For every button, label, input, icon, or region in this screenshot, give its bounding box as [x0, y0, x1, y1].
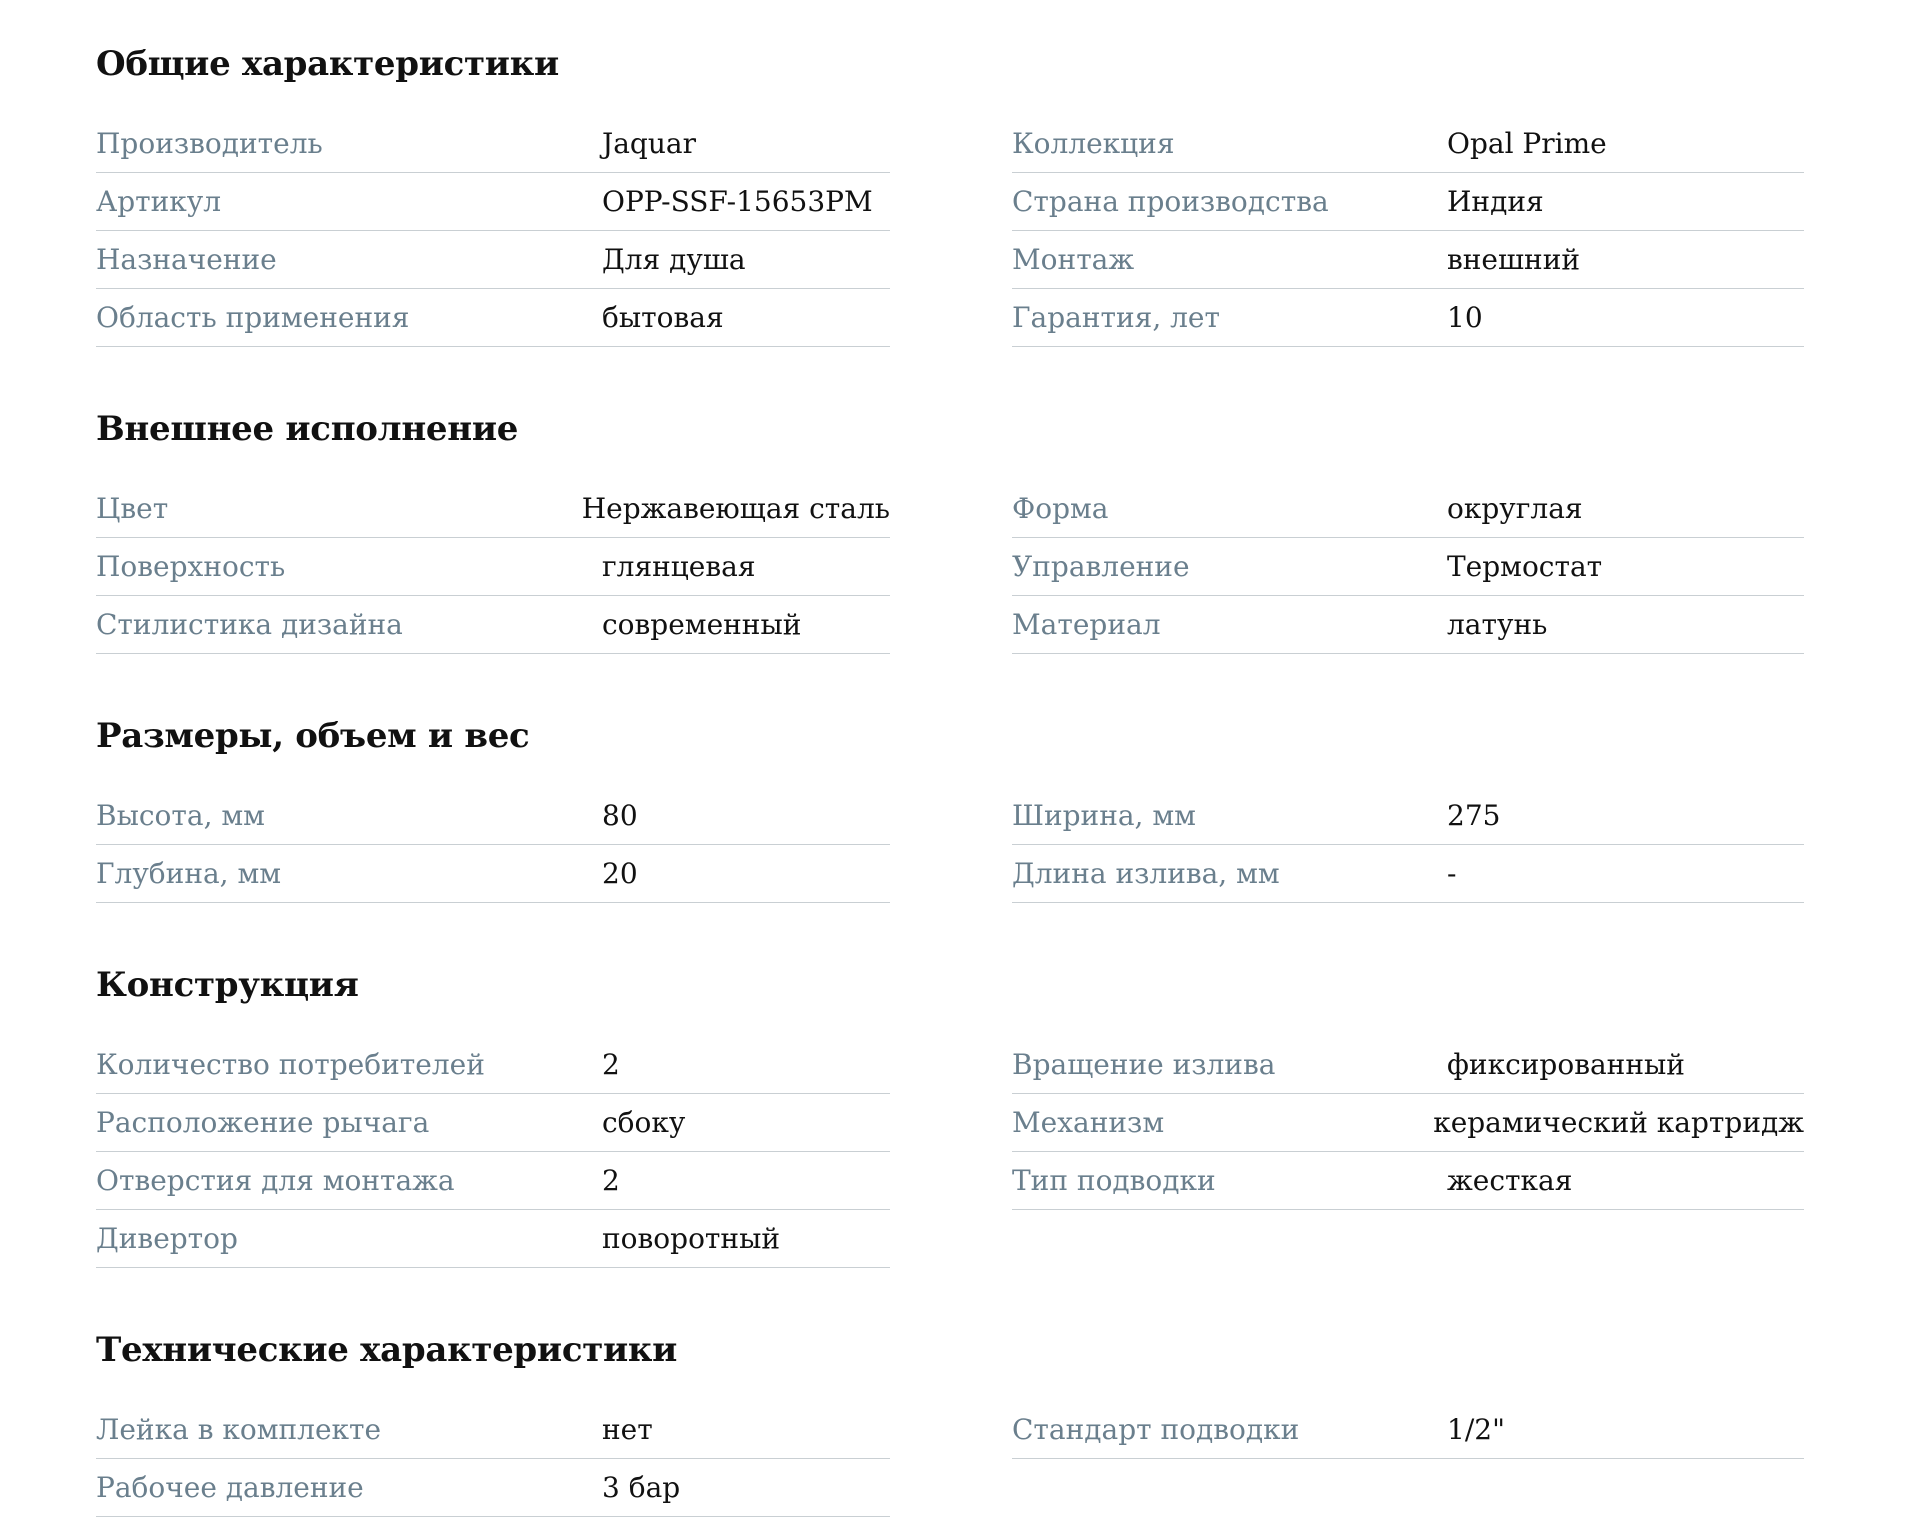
spec-label: Расположение рычага	[96, 1106, 430, 1139]
spec-label: Цвет	[96, 492, 169, 525]
spec-label: Лейка в комплекте	[96, 1413, 382, 1446]
spec-row	[1012, 116, 1804, 173]
spec-column-left	[96, 481, 890, 654]
spec-label: Область применения	[96, 301, 410, 334]
section-title: Конструкция	[96, 965, 359, 1005]
spec-value: OPP-SSF-15653PM	[602, 185, 873, 218]
spec-label: Страна производства	[1012, 185, 1329, 218]
spec-row	[1012, 1037, 1804, 1094]
spec-section	[96, 716, 1920, 903]
spec-label: Отверстия для монтажа	[96, 1164, 455, 1197]
spec-section	[96, 1330, 1920, 1517]
spec-row	[96, 597, 890, 654]
spec-row	[1012, 539, 1804, 596]
spec-value: сбоку	[602, 1106, 686, 1139]
spec-label: Количество потребителей	[96, 1048, 485, 1081]
spec-value: глянцевая	[602, 550, 756, 583]
spec-label: Дивертор	[96, 1222, 238, 1255]
section-title: Технические характеристики	[96, 1330, 678, 1370]
spec-label: Монтаж	[1012, 243, 1135, 276]
spec-section	[96, 965, 1920, 1268]
spec-row	[96, 481, 890, 538]
spec-value: округлая	[1447, 492, 1583, 525]
spec-row	[96, 116, 890, 173]
spec-section	[96, 409, 1920, 654]
spec-row	[96, 846, 890, 903]
spec-value: 10	[1447, 301, 1483, 334]
spec-label: Материал	[1012, 608, 1161, 641]
spec-row	[1012, 597, 1804, 654]
spec-value: современный	[602, 608, 802, 641]
spec-value: 1/2"	[1447, 1413, 1505, 1446]
spec-label: Назначение	[96, 243, 277, 276]
spec-value: -	[1447, 857, 1457, 890]
spec-label: Производитель	[96, 127, 323, 160]
spec-row	[96, 290, 890, 347]
spec-value: керамический картридж	[1433, 1106, 1804, 1139]
spec-value: латунь	[1447, 608, 1548, 641]
spec-column-left	[96, 788, 890, 903]
spec-label: Коллекция	[1012, 127, 1175, 160]
spec-value: Индия	[1447, 185, 1544, 218]
spec-label: Гарантия, лет	[1012, 301, 1220, 334]
spec-row	[1012, 788, 1804, 845]
spec-value: жесткая	[1447, 1164, 1573, 1197]
spec-column-left	[96, 1402, 890, 1517]
spec-row	[96, 232, 890, 289]
spec-row	[96, 1402, 890, 1459]
spec-value: 2	[602, 1048, 620, 1081]
spec-label: Управление	[1012, 550, 1190, 583]
spec-value: Нержавеющая сталь	[581, 492, 890, 525]
spec-label: Артикул	[96, 185, 222, 218]
spec-column-right	[1012, 788, 1804, 903]
spec-column-left	[96, 116, 890, 347]
spec-label: Стандарт подводки	[1012, 1413, 1300, 1446]
spec-label: Вращение излива	[1012, 1048, 1276, 1081]
spec-value: 80	[602, 799, 638, 832]
spec-row	[96, 1095, 890, 1152]
spec-row	[1012, 1153, 1804, 1210]
spec-label: Механизм	[1012, 1106, 1165, 1139]
spec-value: поворотный	[602, 1222, 781, 1255]
spec-value: 3 бар	[602, 1471, 681, 1504]
spec-columns	[96, 481, 1920, 654]
spec-value: 2	[602, 1164, 620, 1197]
section-title: Размеры, объем и вес	[96, 716, 530, 756]
spec-columns	[96, 1402, 1920, 1517]
spec-row	[1012, 232, 1804, 289]
spec-value: 275	[1447, 799, 1501, 832]
spec-value: Opal Prime	[1447, 127, 1607, 160]
spec-row	[1012, 1095, 1804, 1152]
spec-value: Термостат	[1447, 550, 1603, 583]
spec-label: Стилистика дизайна	[96, 608, 403, 641]
spec-row	[1012, 174, 1804, 231]
spec-label: Глубина, мм	[96, 857, 282, 890]
spec-value: внешний	[1447, 243, 1581, 276]
spec-label: Высота, мм	[96, 799, 265, 832]
spec-section	[96, 44, 1920, 347]
spec-label: Тип подводки	[1012, 1164, 1216, 1197]
spec-row	[1012, 290, 1804, 347]
spec-row	[96, 1037, 890, 1094]
spec-value: бытовая	[602, 301, 724, 334]
spec-label: Рабочее давление	[96, 1471, 364, 1504]
spec-columns	[96, 788, 1920, 903]
spec-row	[96, 539, 890, 596]
section-title: Внешнее исполнение	[96, 409, 519, 449]
spec-label: Длина излива, мм	[1012, 857, 1280, 890]
spec-label: Ширина, мм	[1012, 799, 1196, 832]
spec-value: фиксированный	[1447, 1048, 1685, 1081]
spec-column-right	[1012, 481, 1804, 654]
section-title: Общие характеристики	[96, 44, 559, 84]
spec-label: Форма	[1012, 492, 1109, 525]
spec-row	[96, 1153, 890, 1210]
spec-column-right	[1012, 116, 1804, 347]
spec-row	[1012, 481, 1804, 538]
spec-row	[96, 1460, 890, 1517]
spec-value: Jaquar	[602, 127, 696, 160]
spec-row	[1012, 1402, 1804, 1459]
spec-row	[1012, 846, 1804, 903]
spec-row	[96, 1211, 890, 1268]
spec-column-right	[1012, 1037, 1804, 1210]
spec-label: Поверхность	[96, 550, 286, 583]
spec-value: нет	[602, 1413, 653, 1446]
spec-row	[96, 174, 890, 231]
spec-value: 20	[602, 857, 638, 890]
spec-columns	[96, 116, 1920, 347]
spec-row	[96, 788, 890, 845]
spec-column-right	[1012, 1402, 1804, 1459]
spec-columns	[96, 1037, 1920, 1268]
spec-value: Для душа	[602, 243, 746, 276]
spec-column-left	[96, 1037, 890, 1268]
